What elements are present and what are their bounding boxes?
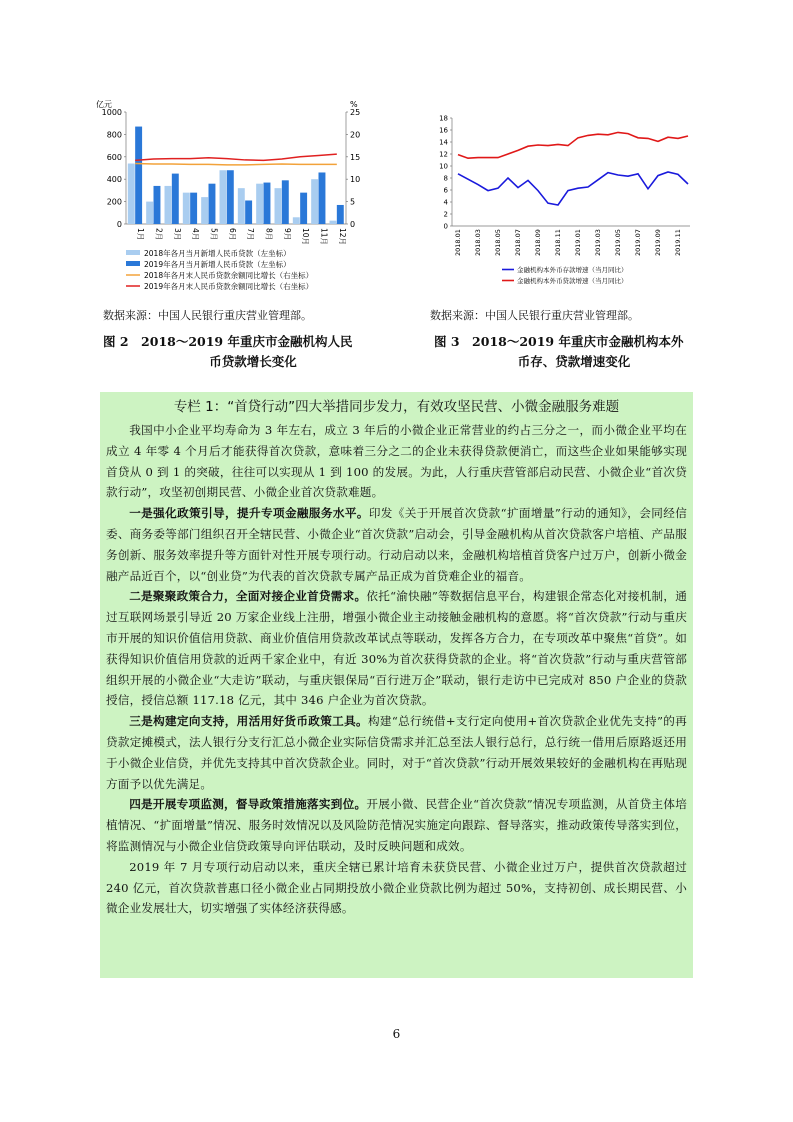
x-tick-label: 2019.09: [654, 229, 662, 256]
x-tick-label: 3月: [172, 228, 182, 241]
x-tick-label: 1月: [136, 228, 146, 241]
bar-1-3: [165, 186, 172, 224]
column-paragraph-text: 开展小微、民营企业“首次贷款”情况专项监测，从首贷主体培植情况、“扩面增量”情况、服务时效情况以及风险防范情况实施定向跟踪、督导落实，推动政策传导落实到位，将监测情况与小微企业信贷政策导向评估联动，及时反映问题和成效。: [106, 797, 687, 853]
bar-2-3: [172, 174, 179, 224]
legend-label-2: 2019年各月当月新增人民币贷款（左坐标）: [144, 260, 291, 269]
bar-1-11: [311, 179, 318, 224]
y-right-unit: %: [350, 100, 358, 109]
legend-label-3: 2018年各月末人民币贷款余额同比增长（右坐标）: [144, 271, 314, 280]
x-tick-label: 9月: [282, 228, 292, 241]
bar-1-9: [275, 188, 282, 224]
x-tick-label: 2018.07: [514, 229, 522, 256]
bar-1-2: [146, 202, 153, 224]
column-box: [100, 392, 693, 978]
y-left-tick-label: 200: [106, 197, 122, 207]
y-right-tick-label: 0: [350, 220, 356, 229]
x-tick-label: 5月: [209, 228, 219, 241]
column-paragraph-heading: 二是聚聚政策合力，全面对接企业首贷需求。: [129, 589, 367, 604]
y-left-unit: 亿元: [96, 100, 112, 109]
x-tick-label: 12月: [337, 228, 347, 246]
x-tick-label: 6月: [227, 228, 237, 241]
column-title: 专栏 1：“首贷行动”四大举措同步发力，有效攻坚民营、小微金融服务难题: [173, 399, 620, 415]
y-tick-label: 2: [443, 210, 448, 219]
bar-1-1: [128, 164, 135, 224]
x-tick-label: 2019.05: [614, 229, 622, 256]
x-tick-label: 8月: [264, 228, 274, 241]
line-series-2: [135, 154, 337, 160]
x-tick-label: 2月: [154, 228, 164, 241]
figure-3-caption-line2: 币存、贷款增速变化: [517, 354, 631, 369]
y-tick-label: 0: [443, 222, 448, 231]
figure-2-caption: [103, 332, 383, 372]
y-left-tick-label: 0: [116, 220, 122, 229]
bar-2-6: [227, 170, 234, 224]
y-right-tick-label: 20: [350, 130, 361, 140]
y-tick-label: 18: [439, 114, 448, 123]
bar-1-8: [256, 184, 263, 224]
y-right-tick-label: 10: [350, 175, 361, 185]
column-paragraph-heading: 三是构建定向支持，用活用好货币政策工具。: [129, 714, 368, 729]
bar-2-10: [300, 193, 307, 224]
figure-2-source: 数据来源：中国人民银行重庆营业管理部。: [103, 309, 312, 322]
legend-label-1: 2018年各月当月新增人民币贷款（左坐标）: [144, 249, 291, 258]
legend-swatch-1: [126, 250, 140, 255]
figure-2-caption-line2: 币贷款增长变化: [209, 354, 297, 369]
legend-label-2: 金融机构本外币贷款增速（当月同比）: [517, 277, 628, 285]
y-left-tick-label: 800: [106, 130, 122, 140]
x-tick-label: 2018.03: [474, 229, 482, 256]
y-tick-label: 8: [443, 174, 448, 183]
column-paragraph-text: 依托“渝快融”等数据信息平台，构建银企常态化对接机制，通过互联网场景引导近 20 万家企业线上注册，增强小微企业主动接触金融机构的意愿。将“首次贷款”行动与重庆市开展的知识价值信用贷款、商业价值信用贷款改革试点等联动，发挥各方合力，在专项改革中聚焦“首贷”。如获得知识价值信用贷款的近两千家企业中，有近 30%为首次获得贷款的企业。将“首次贷款”行动与重庆营管部组织开展的小微企业“大走访”联动，与重庆银保局“百行进万企”联动，银行走访中已完成对 850 户企业的贷款授信，授信总额 117.18 亿元，其中 346 户企业为首次贷款。: [106, 589, 687, 708]
y-left-tick-label: 1000: [101, 108, 122, 117]
bar-1-6: [220, 170, 227, 224]
y-tick-label: 14: [439, 138, 448, 147]
x-tick-label: 2019.03: [594, 229, 602, 256]
bar-2-1: [135, 127, 142, 224]
x-tick-label: 2018.11: [554, 229, 562, 256]
column-paragraph-4: [106, 711, 687, 794]
column-paragraph-6: [106, 857, 687, 919]
bar-1-10: [293, 217, 300, 224]
line-series-2: [458, 132, 688, 158]
column-paragraph-text: 印发《关于开展首次贷款“扩面增量”行动的通知》，会同经信委、商务委等部门组织召开全辖民营、小微企业“首次贷款”启动会，引导金融机构从首次贷款客户培植、产品服务创新、服务效率提升等方面针对性开展专项行动。行动启动以来，金融机构培植首贷客户过万户，创新小微金融产品近百个，以“创业贷”为代表的首次贷款专属产品正成为首贷难企业的福音。: [106, 506, 687, 583]
legend-label-1: 金融机构本外币存款增速（当月同比）: [517, 266, 628, 274]
column-paragraph-3: [106, 586, 687, 711]
line-series-1: [135, 164, 337, 165]
column-paragraph-text: 构建“总行统借+支行定向使用+首次贷款企业优先支持”的再贷款定摊模式，法人银行分支行汇总小微企业实际信贷需求并汇总至法人银行总行，总行统一借用后原路返还用于小微企业信贷，并优先支持其中首次贷款企业。同时，对于“首次贷款”行动开展效果较好的金融机构在再贴现方面予以优先满足。: [106, 714, 687, 791]
bar-2-9: [282, 180, 289, 224]
x-tick-label: 10月: [301, 228, 311, 246]
bar-2-7: [245, 200, 252, 224]
figure-3-caption-line1: 图 3 2018～2019 年重庆市金融机构本外: [434, 334, 684, 349]
column-paragraph-text: 2019 年 7 月专项行动启动以来，重庆全辖已累计培育未获贷民营、小微企业过万户，提供首次贷款超过 240 亿元，首次贷款普惠口径小微企业占同期投放小微企业贷款比例为超过 50%，支持初创、成长期民营、小微企业发展壮大，切实增强了实体经济获得感。: [106, 859, 687, 916]
legend-swatch-2: [126, 261, 140, 266]
figure-3-source: 数据来源：中国人民银行重庆营业管理部。: [430, 309, 639, 322]
figure-3-chart: [426, 98, 706, 298]
column-paragraph-2: [106, 503, 687, 586]
bar-1-12: [330, 221, 337, 224]
y-tick-label: 6: [443, 186, 448, 195]
x-tick-label: 2019.01: [574, 229, 582, 256]
x-tick-label: 4月: [191, 228, 201, 241]
column-body: [106, 420, 687, 919]
bar-2-8: [264, 183, 271, 224]
column-paragraph-1: [106, 420, 687, 503]
bar-2-12: [337, 205, 344, 224]
bar-1-4: [183, 193, 190, 224]
y-left-tick-label: 400: [106, 175, 122, 185]
x-tick-label: 2018.05: [494, 229, 502, 256]
x-tick-label: 2018.01: [454, 229, 462, 256]
y-right-tick-label: 5: [350, 197, 356, 207]
legend-label-4: 2019年各月末人民币贷款余额同比增长（右坐标）: [144, 282, 314, 291]
figure-2-chart: [88, 96, 378, 306]
line-series-1: [458, 172, 688, 205]
y-left-tick-label: 600: [106, 152, 122, 162]
column-paragraph-heading: 一是强化政策引导，提升专项金融服务水平。: [129, 506, 369, 521]
column-paragraph-5: [106, 794, 687, 856]
y-tick-label: 10: [439, 162, 448, 171]
column-paragraph-text: 我国中小企业平均寿命为 3 年左右，成立 3 年后的小微企业正常营业的约占三分之一，而小微企业平均在成立 4 年零 4 个月后才能获得首次贷款，意味着三分之二的企业未获得贷款便消亡，而这些企业如果能够实现首贷从 0 到 1 的突破，往往可以实现从 1 到 100 的发展。为此，人行重庆营管部启动民营、小微企业“首次贷款行动”，攻坚初创期民营、小微企业首次贷款难题。: [106, 423, 687, 500]
x-tick-label: 7月: [246, 228, 256, 241]
bar-2-2: [154, 186, 161, 224]
x-tick-label: 2019.11: [674, 229, 682, 256]
figure-3-caption: [434, 332, 714, 372]
column-paragraph-heading: 四是开展专项监测，督导政策措施落实到位。: [129, 797, 367, 812]
y-right-tick-label: 15: [350, 152, 361, 162]
bar-1-5: [201, 197, 208, 224]
bar-2-4: [190, 193, 197, 224]
y-tick-label: 4: [443, 198, 448, 207]
x-tick-label: 2018.09: [534, 229, 542, 256]
x-tick-label: 11月: [319, 228, 329, 246]
y-tick-label: 12: [439, 150, 448, 159]
bar-2-5: [209, 184, 216, 224]
bar-2-11: [319, 172, 326, 224]
x-tick-label: 2019.07: [634, 229, 642, 256]
bar-1-7: [238, 188, 245, 224]
y-tick-label: 16: [439, 126, 448, 135]
y-right-tick-label: 25: [350, 108, 361, 117]
page-number: 6: [392, 1027, 401, 1041]
figure-2-caption-line1: 图 2 2018～2019 年重庆市金融机构人民: [103, 334, 353, 349]
